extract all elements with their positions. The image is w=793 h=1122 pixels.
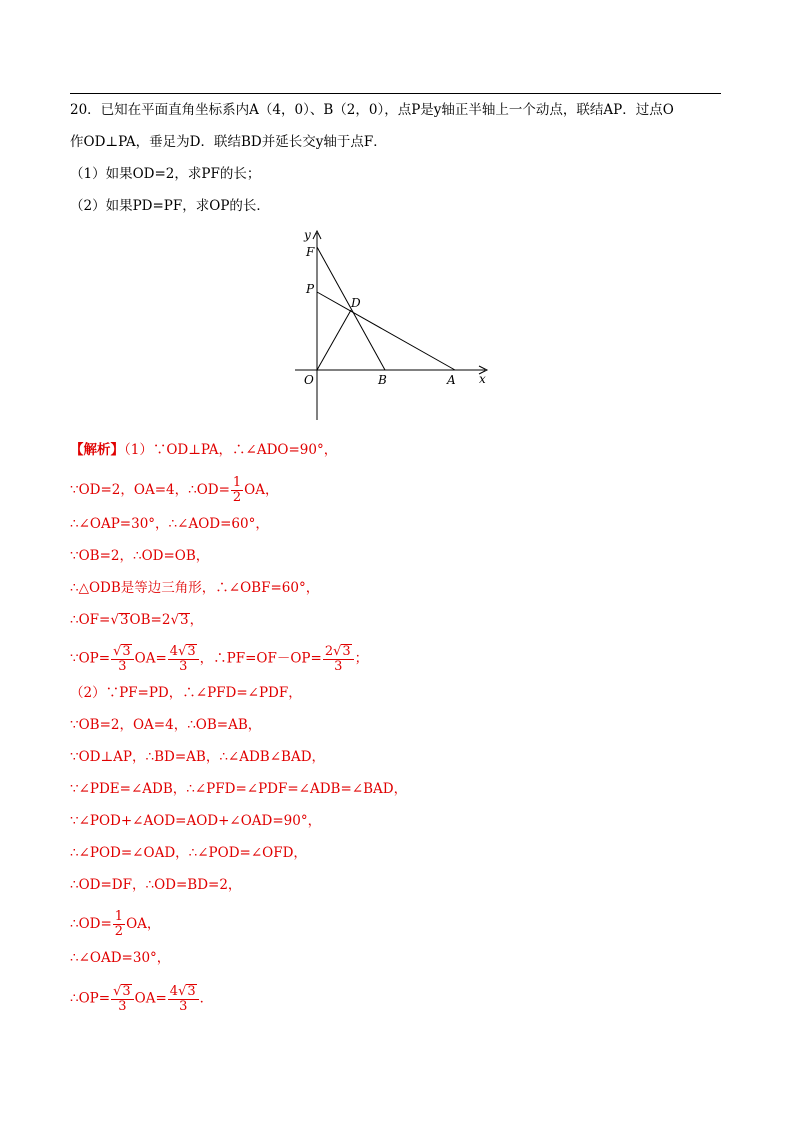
solution-line-1: 【解析】（1）∵OD⊥PA，∴∠ADO=90°， bbox=[70, 442, 338, 458]
fraction: $\frac{1}{2}$ bbox=[232, 475, 242, 505]
label-y: y bbox=[304, 228, 311, 242]
fraction: $\frac{2√3}{3}$ bbox=[323, 644, 354, 674]
label-o: O bbox=[304, 373, 314, 387]
question-2: （2）如果PD=PF，求OP的长． bbox=[70, 198, 270, 214]
segment-od bbox=[317, 310, 351, 370]
solution-line-15: ∴OD= $\frac{1}{2}$ OA， bbox=[70, 909, 161, 939]
solution-line-14: ∴OD=DF，∴OD=BD=2， bbox=[70, 877, 242, 893]
solution-line-9: ∵OB=2，OA=4，∴OB=AB， bbox=[70, 717, 262, 733]
problem-line-2: 作OD⊥PA，垂足为D．联结BD并延长交y轴于点F． bbox=[70, 134, 387, 150]
fraction: $\frac{4√3}{3}$ bbox=[168, 984, 199, 1014]
segment-pa bbox=[317, 292, 455, 370]
solution-line-16: ∴∠OAD=30°， bbox=[70, 950, 171, 966]
sqrt: √3 bbox=[170, 612, 189, 628]
fraction: $\frac{√3}{3}$ bbox=[111, 984, 134, 1014]
solution-line-6: ∴OF=√3OB=2√3， bbox=[70, 612, 204, 628]
solution-line-7: ∵OP= $\frac{√3}{3}$ OA= $\frac{4√3}{3}$ ，∴PF=OF－OP= $\frac{2√3}{3}$ ； bbox=[70, 644, 369, 674]
solution-line-3: ∴∠OAP=30°，∴∠AOD=60°， bbox=[70, 516, 269, 532]
solution-line-11: ∵∠PDE=∠ADB，∴∠PFD=∠PDF=∠ADB=∠BAD， bbox=[70, 781, 408, 797]
solution-line-5: ∴△ODB是等边三角形，∴∠OBF=60°， bbox=[70, 580, 320, 596]
label-p: P bbox=[306, 282, 315, 296]
label-b: B bbox=[378, 373, 387, 387]
problem-line-1: 20．已知在平面直角坐标系内A（4，0）、B（2，0），点P是y轴正半轴上一个动点，联结AP．过点O bbox=[70, 102, 674, 118]
fraction: $\frac{1}{2}$ bbox=[114, 909, 124, 939]
solution-line-13: ∴∠POD=∠OAD，∴∠POD=∠OFD， bbox=[70, 845, 307, 861]
fraction: $\frac{√3}{3}$ bbox=[111, 644, 134, 674]
question-1: （1）如果OD=2，求PF的长； bbox=[70, 166, 261, 182]
label-d: D bbox=[351, 296, 361, 310]
solution-line-8: （2）∵PF=PD，∴∠PFD=∠PDF， bbox=[70, 685, 302, 701]
sqrt: √3 bbox=[110, 612, 129, 628]
label-f: F bbox=[306, 245, 315, 259]
label-x: x bbox=[479, 372, 486, 386]
header-rule bbox=[70, 93, 721, 94]
solution-line-12: ∵∠POD+∠AOD=AOD+∠OAD=90°， bbox=[70, 813, 322, 829]
solution-heading: 【解析】 bbox=[70, 442, 124, 458]
solution-line-10: ∵OD⊥AP，∴BD=AB，∴∠ADB∠BAD， bbox=[70, 749, 326, 765]
solution-line-2: ∵OD=2，OA=4，∴OD= $\frac{1}{2}$ OA， bbox=[70, 475, 279, 505]
solution-line-4: ∵OB=2，∴OD=OB， bbox=[70, 548, 210, 564]
solution-line-17: ∴OP= $\frac{√3}{3}$ OA= $\frac{4√3}{3}$ ． bbox=[70, 984, 214, 1014]
label-a: A bbox=[447, 373, 456, 387]
geometry-figure bbox=[290, 225, 500, 425]
fraction: $\frac{4√3}{3}$ bbox=[168, 644, 199, 674]
